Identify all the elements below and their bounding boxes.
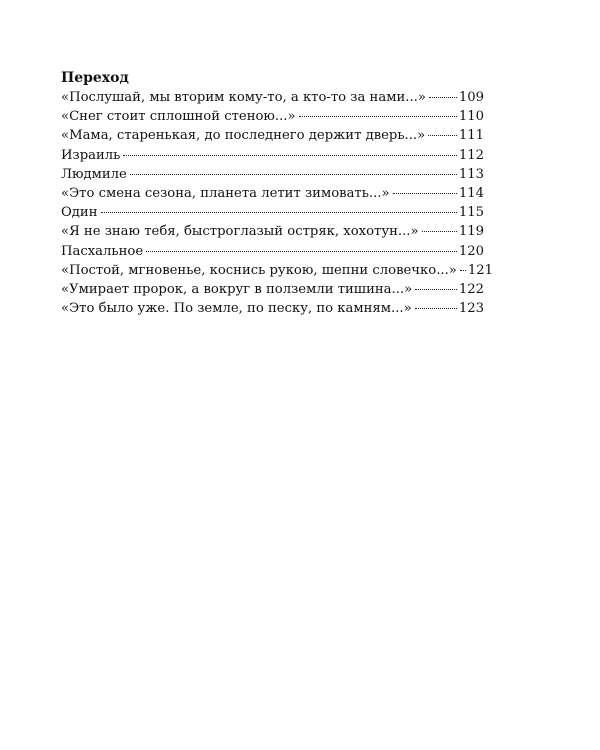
toc-entry-title: «Послушай, мы вторим кому-то, а кто-то за нами...» <box>61 90 426 105</box>
toc-entry <box>61 146 484 165</box>
toc-entry-title: «Постой, мгновенье, коснись рукою, шепни словечко...» <box>61 262 457 278</box>
table-of-contents <box>61 69 494 318</box>
toc-entry-title: Пасхальное <box>61 243 144 259</box>
toc-entry-title: «Это смена сезона, планета летит зимовать...» <box>61 185 390 201</box>
dot-leader <box>422 231 457 232</box>
toc-entry-page-number: 120 <box>458 243 484 259</box>
dot-leader <box>299 116 457 117</box>
toc-entry <box>61 261 494 280</box>
toc-entry-page-number: 119 <box>458 224 484 240</box>
toc-entry-page-number: 112 <box>458 147 484 163</box>
toc-entry-title: «Я не знаю тебя, быстроглазый остряк, хохотун...» <box>61 224 419 240</box>
toc-entry-title: «Умирает пророк, а вокруг в полземли тишина...» <box>61 281 413 297</box>
dot-leader <box>130 174 457 175</box>
toc-entry <box>61 203 484 222</box>
toc-entry <box>61 126 484 145</box>
toc-entry <box>61 280 484 299</box>
toc-entry-page-number: 111 <box>458 128 484 144</box>
toc-entry <box>61 88 484 107</box>
toc-entry-title: Израиль <box>61 147 121 163</box>
dot-leader <box>101 212 457 213</box>
toc-entry-page-number: 121 <box>467 262 494 278</box>
dot-leader <box>460 270 466 271</box>
dot-leader <box>146 251 457 252</box>
toc-entry <box>61 107 484 126</box>
dot-leader <box>429 97 457 98</box>
dot-leader <box>393 193 457 194</box>
toc-entry <box>61 222 484 241</box>
toc-entry-page-number: 115 <box>458 205 484 221</box>
toc-entry-page-number: 122 <box>458 281 484 297</box>
toc-entry <box>61 165 484 184</box>
toc-entry-page-number: 109 <box>458 90 484 105</box>
dot-leader <box>415 308 457 309</box>
toc-entry-page-number: 114 <box>458 185 484 201</box>
toc-list <box>61 88 494 318</box>
toc-entry-title: Один <box>61 205 98 221</box>
toc-entry-title: «Это было уже. По земле, по песку, по камням...» <box>61 301 412 317</box>
toc-entry-title: «Мама, старенькая, до последнего держит дверь...» <box>61 128 426 144</box>
toc-entry-title: Людмиле <box>61 166 127 182</box>
toc-entry-title: «Снег стоит сплошной стеною...» <box>61 109 296 125</box>
toc-entry <box>61 299 484 318</box>
toc-entry <box>61 184 484 203</box>
dot-leader <box>415 289 457 290</box>
toc-entry-page-number: 123 <box>458 301 484 317</box>
dot-leader <box>123 155 456 156</box>
dot-leader <box>428 135 457 136</box>
toc-entry-page-number: 110 <box>458 109 484 125</box>
toc-entry-page-number: 113 <box>458 166 484 182</box>
toc-entry <box>61 242 484 261</box>
section-title: Переход <box>61 70 129 86</box>
